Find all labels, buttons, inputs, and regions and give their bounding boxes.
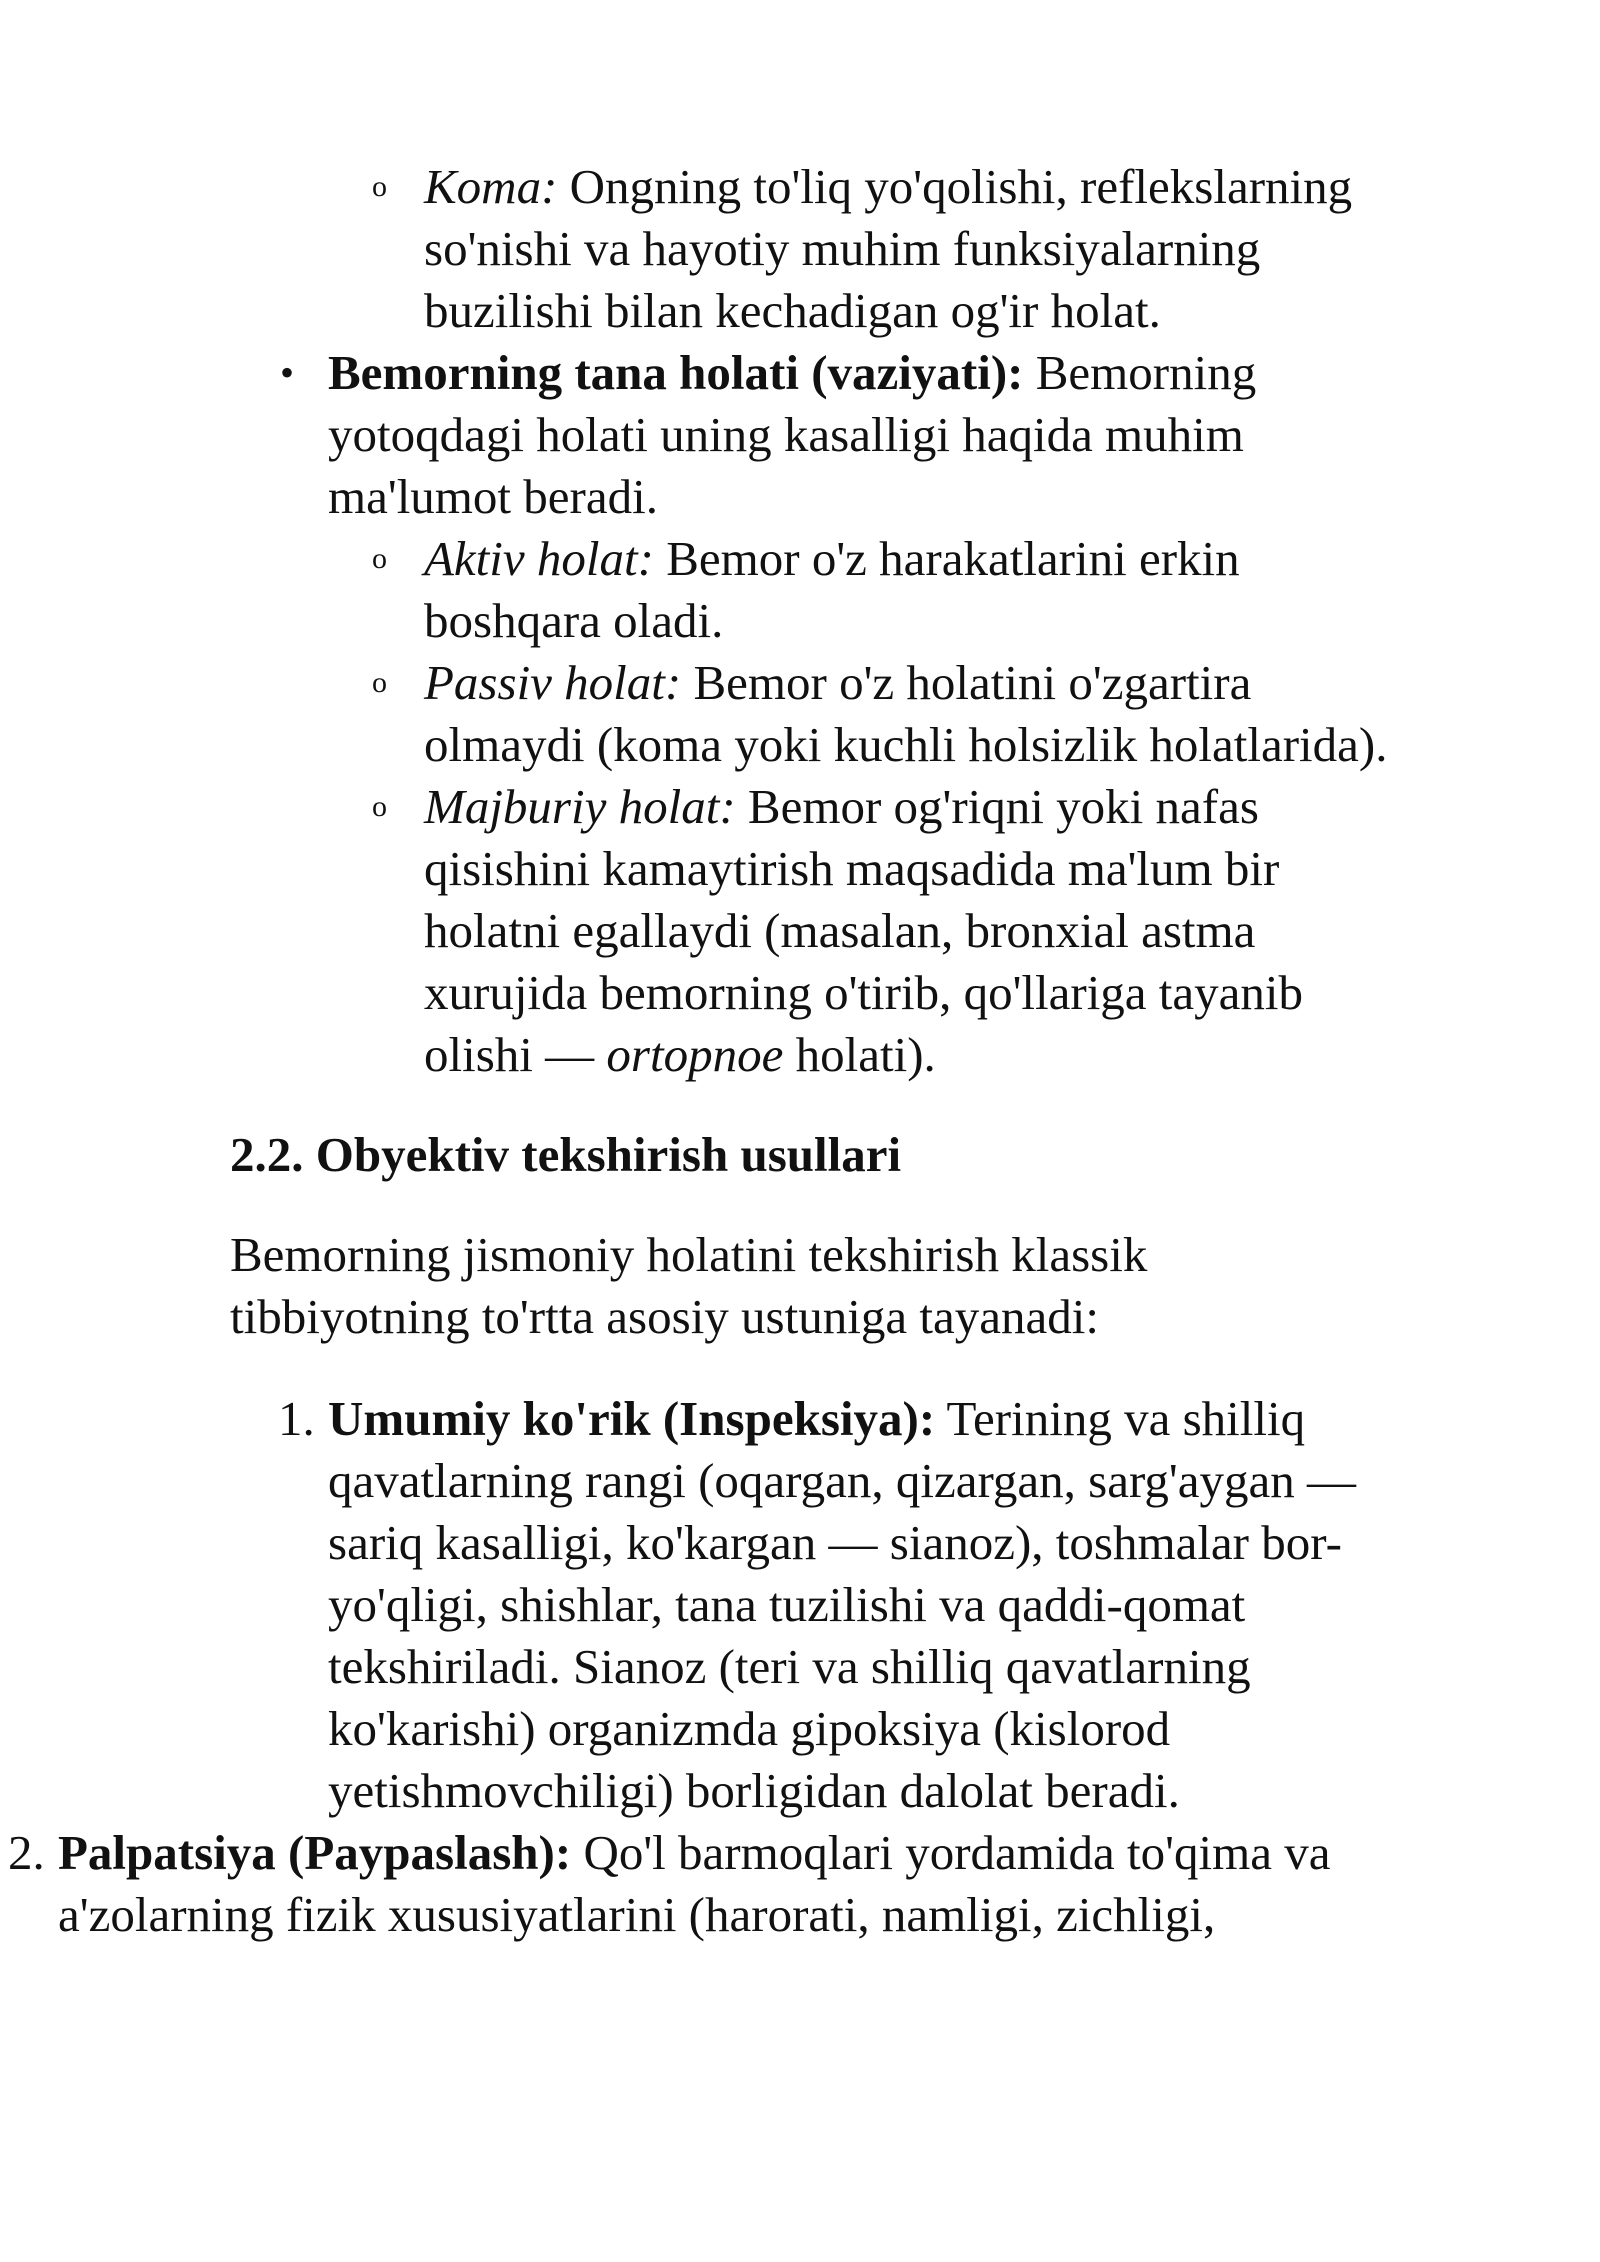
koma-line-2: so'nishi va hayotiy muhim funksiyalarning: [424, 221, 1261, 276]
item2-text-1: Qo'l barmoqlari yordamida to'qima va: [583, 1825, 1331, 1880]
tana-holati-text-1: Bemorning: [1035, 345, 1257, 400]
circle-bullet-icon: o: [372, 790, 387, 823]
item1-line-7: yetishmovchiligi) borligidan dalolat beradi.: [328, 1763, 1180, 1818]
aktiv-term: Aktiv holat:: [424, 531, 654, 586]
aktiv-text-1: Bemor o'z harakatlarini erkin: [666, 531, 1240, 586]
majburiy-line-4: xurujida bemorning o'tirib, qo'llariga tayanib: [424, 965, 1304, 1020]
item1-text-1: Terining va shilliq: [946, 1391, 1306, 1446]
item1-line-6: ko'karishi) organizmda gipoksiya (kislorod: [328, 1701, 1171, 1756]
koma-term: Koma:: [424, 159, 558, 214]
item1-line-3: sariq kasalligi, ko'kargan — sianoz), toshmalar bor-: [328, 1515, 1342, 1570]
majburiy-last-pre: olishi —: [424, 1027, 595, 1082]
item1-line-1: [328, 1388, 1305, 1450]
intro-line-2: tibbiyotning to'rtta asosiy ustuniga tayanadi:: [230, 1289, 1099, 1344]
item1-line-4: yo'qligi, shishlar, tana tuzilishi va qaddi-qomat: [328, 1577, 1246, 1632]
majburiy-term: Majburiy holat:: [424, 779, 736, 834]
passiv-term: Passiv holat:: [424, 655, 682, 710]
aktiv-line-1: [424, 528, 1240, 590]
passiv-text-1: Bemor o'z holatini o'zgartira: [693, 655, 1252, 710]
aktiv-line-2: boshqara oladi.: [424, 593, 724, 648]
item2-line-2: a'zolarning fizik xususiyatlarini (harorati, namligi, zichligi,: [58, 1887, 1216, 1942]
majburiy-line-5: [424, 1024, 936, 1086]
koma-line-3: buzilishi bilan kechadigan og'ir holat.: [424, 283, 1161, 338]
item1-line-5: tekshiriladi. Sianoz (teri va shilliq qavatlarning: [328, 1639, 1251, 1694]
majburiy-line-3: holatni egallaydi (masalan, bronxial astma: [424, 903, 1256, 958]
circle-bullet-icon: o: [372, 542, 387, 575]
circle-bullet-icon: o: [372, 170, 387, 203]
majburiy-last-post: holati).: [795, 1027, 936, 1082]
item2-term: Palpatsiya (Paypaslash):: [58, 1825, 572, 1880]
passiv-line-2: olmaydi (koma yoki kuchli holsizlik holatlarida).: [424, 717, 1388, 772]
majburiy-line-1: [424, 776, 1259, 838]
bullet-icon: •: [280, 350, 295, 395]
item-number: 1.: [278, 1391, 315, 1446]
majburiy-text-1: Bemor og'riqni yoki nafas: [747, 779, 1259, 834]
majburiy-line-2: qisishini kamaytirish maqsadida ma'lum bir: [424, 841, 1280, 896]
item-number: 2.: [8, 1825, 45, 1880]
tana-holati-term: Bemorning tana holati (vaziyati):: [328, 345, 1024, 400]
circle-bullet-icon: o: [372, 666, 387, 699]
passiv-line-1: [424, 652, 1251, 714]
tana-holati-line-1: [328, 342, 1256, 404]
item1-term: Umumiy ko'rik (Inspeksiya):: [328, 1391, 936, 1446]
majburiy-last-italic: ortopnoe: [606, 1027, 784, 1082]
tana-holati-line-2: yotoqdagi holati uning kasalligi haqida muhim: [328, 407, 1244, 462]
tana-holati-line-3: ma'lumot beradi.: [328, 469, 658, 524]
item1-line-2: qavatlarning rangi (oqargan, qizargan, sarg'aygan —: [328, 1453, 1356, 1508]
intro-line-1: Bemorning jismoniy holatini tekshirish klassik: [230, 1227, 1148, 1282]
koma-line-1: [424, 156, 1352, 218]
item2-line-1: [58, 1822, 1330, 1884]
section-heading: 2.2. Obyektiv tekshirish usullari: [230, 1127, 902, 1182]
koma-text-1: Ongning to'liq yo'qolishi, reflekslarning: [569, 159, 1353, 214]
